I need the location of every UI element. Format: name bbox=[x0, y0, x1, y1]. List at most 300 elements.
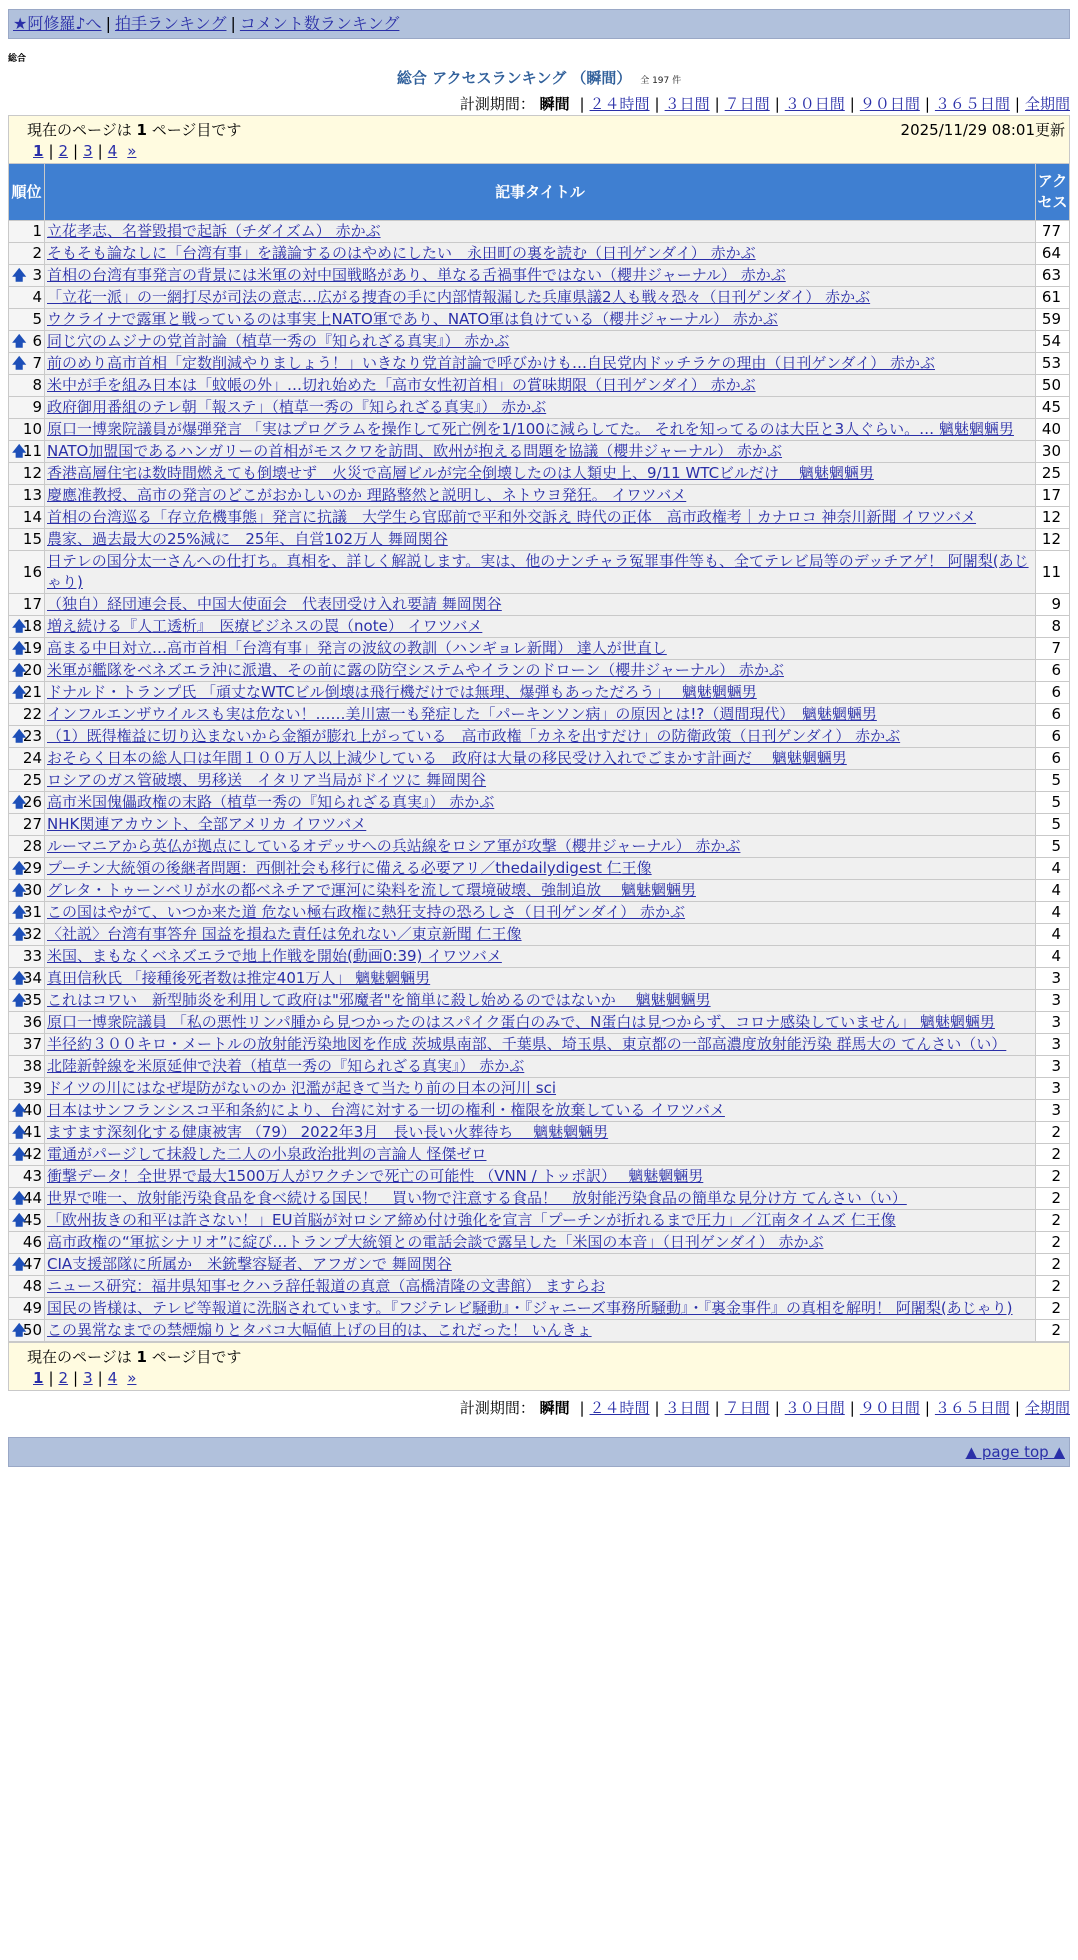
title-cell bbox=[45, 748, 1036, 770]
article-link[interactable]: プーチン大統領の後継者問題：西側社会も移行に備える必要アリ／thedailydigest 仁王像 bbox=[47, 859, 652, 877]
page-status-prefix: 現在のページは bbox=[27, 1348, 132, 1366]
rank-cell bbox=[9, 221, 45, 243]
article-link[interactable]: NHK関連アカウント、全部アメリカ イワツバメ bbox=[47, 815, 367, 833]
title-cell bbox=[45, 1034, 1036, 1056]
access-count: 4 bbox=[1036, 858, 1070, 880]
page-separator: | bbox=[97, 1369, 103, 1387]
article-link[interactable]: ロシアのガス管破壊、男移送 イタリア当局がドイツに 舞岡関谷 bbox=[47, 771, 487, 789]
arrow-up-icon: 🡅 bbox=[12, 1190, 27, 1207]
title-cell bbox=[45, 726, 1036, 748]
access-count: 12 bbox=[1036, 529, 1070, 551]
article-link[interactable]: 電通がパージして抹殺した二人の小泉政治批判の言論人 怪傑ゼロ bbox=[47, 1145, 487, 1163]
access-count: 63 bbox=[1036, 265, 1070, 287]
rank-cell bbox=[9, 704, 45, 726]
title-cell bbox=[45, 924, 1036, 946]
rank-number: 29 bbox=[22, 859, 42, 877]
article-link[interactable]: ドナルド・トランプ氏 「頑丈なWTCビル倒壊は飛行機だけでは無理、爆弾もあっただろう」 魑魅魍魎男 bbox=[47, 683, 757, 701]
rank-cell bbox=[9, 770, 45, 792]
table-row bbox=[9, 309, 1070, 331]
table-row bbox=[9, 880, 1070, 902]
title-cell bbox=[45, 1056, 1036, 1078]
article-link[interactable]: 香港高層住宅は数時間燃えても倒壊せず 火災で高層ビルが完全倒壊したのは人類史上、9/11 WTCビルだけ 魑魅魍魎男 bbox=[47, 464, 874, 482]
rank-cell bbox=[9, 1166, 45, 1188]
next-page-link[interactable]: » bbox=[127, 142, 137, 160]
rank-number: 1 bbox=[32, 222, 42, 240]
rank-cell bbox=[9, 551, 45, 594]
access-count: 5 bbox=[1036, 792, 1070, 814]
article-link[interactable]: 高まる中日対立…高市首相「台湾有事」発言の波紋の教訓（ハンギョレ新聞） 達人が世直し bbox=[47, 639, 667, 657]
article-link[interactable]: 米国、まもなくベネズエラで地上作戦を開始(動画0:39) イワツバメ bbox=[47, 947, 502, 965]
period-link[interactable]: 全期間 bbox=[1024, 95, 1070, 113]
article-link[interactable]: 真田信秋氏 「接種後死者数は推定401万人」 魑魅魍魎男 bbox=[47, 969, 431, 987]
access-count: 54 bbox=[1036, 331, 1070, 353]
table-row bbox=[9, 221, 1070, 243]
rank-number: 17 bbox=[22, 595, 42, 613]
title-cell bbox=[45, 1232, 1036, 1254]
access-count: 2 bbox=[1036, 1122, 1070, 1144]
article-link[interactable]: 半径約３００キロ・メートルの放射能汚染地図を作成 茨城県南部、千葉県、埼玉県、東京都の一部高濃度放射能汚染 群馬大の てんさい（い） bbox=[47, 1035, 1007, 1053]
access-count: 2 bbox=[1036, 1276, 1070, 1298]
title-cell bbox=[45, 1122, 1036, 1144]
title-cell bbox=[45, 309, 1036, 331]
arrow-up-icon: 🡅 bbox=[12, 926, 27, 943]
rank-number: 42 bbox=[22, 1145, 42, 1163]
arrow-up-icon: 🡅 bbox=[12, 684, 27, 701]
article-link[interactable]: 首相の台湾巡る「存立危機事態」発言に抗議 大学生ら官邸前で平和外交訴え 時代の正体 高市政権考｜カナロコ 神奈川新聞 イワツバメ bbox=[47, 508, 977, 526]
rank-number: 28 bbox=[22, 837, 42, 855]
article-link[interactable]: （独自）経団連会長、中国大使面会 代表団受け入れ要請 舞岡関谷 bbox=[47, 595, 502, 613]
rank-number: 38 bbox=[22, 1057, 42, 1075]
access-count: 3 bbox=[1036, 1056, 1070, 1078]
title-cell bbox=[45, 638, 1036, 660]
period-label: 計測期間： bbox=[459, 1399, 535, 1417]
page-link[interactable]: 2 bbox=[58, 142, 69, 160]
pager-top bbox=[8, 115, 1070, 163]
rank-number: 2 bbox=[32, 244, 42, 262]
title-cell bbox=[45, 594, 1036, 616]
access-count: 6 bbox=[1036, 660, 1070, 682]
pager-bottom bbox=[8, 1342, 1070, 1391]
article-link[interactable]: インフルエンザウイルスも実は危ない！……美川憲一も発症した「パーキンソン病」の原因とは!?（週間現代） 魑魅魍魎男 bbox=[47, 705, 877, 723]
arrow-up-icon: 🡅 bbox=[12, 640, 27, 657]
table-row bbox=[9, 1188, 1070, 1210]
access-count: 2 bbox=[1036, 1188, 1070, 1210]
table-row bbox=[9, 353, 1070, 375]
article-link[interactable]: 高市米国傀儡政権の末路（植草一秀の『知られざる真実』） 赤かぶ bbox=[47, 793, 495, 811]
article-link[interactable]: 米軍が艦隊をベネズエラ沖に派遣、その前に露の防空システムやイランのドローン（櫻井ジャーナル） 赤かぶ bbox=[47, 661, 784, 679]
title-cell bbox=[45, 529, 1036, 551]
access-count: 77 bbox=[1036, 221, 1070, 243]
rank-number: 6 bbox=[32, 332, 42, 350]
access-count: 7 bbox=[1036, 638, 1070, 660]
access-count: 53 bbox=[1036, 353, 1070, 375]
title-cell bbox=[45, 1166, 1036, 1188]
period-separator: | bbox=[924, 95, 930, 113]
access-count: 45 bbox=[1036, 397, 1070, 419]
rank-number: 46 bbox=[22, 1233, 42, 1251]
access-count: 4 bbox=[1036, 946, 1070, 968]
rank-cell bbox=[9, 463, 45, 485]
table-row bbox=[9, 1276, 1070, 1298]
page-status-suffix: ページ目です bbox=[151, 1348, 242, 1366]
article-link[interactable]: これはコワい 新型肺炎を利用して政府は"邪魔者"を簡単に殺し始めるのではないか 魑魅魍魎男 bbox=[47, 991, 711, 1009]
article-link[interactable]: NATO加盟国であるハンガリーの首相がモスクワを訪問、欧州が抱える問題を協議（櫻井ジャーナル） 赤かぶ bbox=[47, 442, 783, 460]
title-cell bbox=[45, 419, 1036, 441]
access-count: 25 bbox=[1036, 463, 1070, 485]
next-page-link[interactable]: » bbox=[127, 1369, 137, 1387]
access-count: 3 bbox=[1036, 1012, 1070, 1034]
access-count: 4 bbox=[1036, 902, 1070, 924]
period-link[interactable]: ７日間 bbox=[724, 95, 770, 113]
period-separator: | bbox=[654, 95, 660, 113]
article-link[interactable]: おそらく日本の総人口は年間１００万人以上減少している 政府は大量の移民受け入れでごまかす計画だ 魑魅魍魎男 bbox=[47, 749, 847, 767]
scope-label: 総合 bbox=[8, 54, 27, 64]
period-link[interactable]: ３６５日間 bbox=[934, 95, 1010, 113]
period-link[interactable]: ３０日間 bbox=[784, 1399, 845, 1417]
rank-number: 8 bbox=[32, 376, 42, 394]
rank-number: 10 bbox=[22, 420, 42, 438]
table-row bbox=[9, 1144, 1070, 1166]
rank-number: 25 bbox=[22, 771, 42, 789]
rank-number: 21 bbox=[22, 683, 42, 701]
rank-cell bbox=[9, 1298, 45, 1320]
access-count: 2 bbox=[1036, 1254, 1070, 1276]
table-row bbox=[9, 463, 1070, 485]
period-separator: | bbox=[1014, 1399, 1020, 1417]
page-link-current[interactable]: 1 bbox=[33, 1369, 44, 1387]
article-link[interactable]: 北陸新幹線を米原延伸で決着（植草一秀の『知られざる真実』） 赤かぶ bbox=[47, 1057, 525, 1075]
arrow-up-icon: 🡅 bbox=[12, 794, 27, 811]
page-top-link[interactable]: ▲ page top ▲ bbox=[965, 1443, 1065, 1461]
page-separator: | bbox=[48, 1369, 54, 1387]
table-row bbox=[9, 990, 1070, 1012]
title-cell bbox=[45, 507, 1036, 529]
access-count: 64 bbox=[1036, 243, 1070, 265]
rank-cell bbox=[9, 375, 45, 397]
page-status bbox=[27, 1346, 1051, 1367]
access-count: 12 bbox=[1036, 507, 1070, 529]
article-link[interactable]: 米中が手を組み日本は「蚊帳の外」…切れ始めた「高市女性初首相」の賞味期限（日刊ゲンダイ） 赤かぶ bbox=[47, 376, 756, 394]
table-row bbox=[9, 1056, 1070, 1078]
page-status bbox=[27, 119, 1051, 140]
period-link[interactable]: 全期間 bbox=[1024, 1399, 1070, 1417]
period-separator: | bbox=[774, 95, 780, 113]
pagination bbox=[27, 142, 1051, 160]
rank-number: 34 bbox=[22, 969, 42, 987]
access-count: 3 bbox=[1036, 1034, 1070, 1056]
page-link[interactable]: 4 bbox=[107, 142, 118, 160]
period-separator: | bbox=[849, 1399, 855, 1417]
arrow-up-icon: 🡅 bbox=[12, 882, 27, 899]
article-link[interactable]: この異常なまでの禁煙煽りとタバコ大幅値上げの目的は、これだった！ いんきょ bbox=[47, 1321, 592, 1339]
rank-cell bbox=[9, 507, 45, 529]
title-cell bbox=[45, 331, 1036, 353]
article-link[interactable]: ニュース研究：福井県知事セクハラ辞任報道の真意（高橋清隆の文書館） ますらお bbox=[47, 1277, 606, 1295]
access-count: 11 bbox=[1036, 551, 1070, 594]
rank-cell bbox=[9, 397, 45, 419]
period-link[interactable]: ３６５日間 bbox=[934, 1399, 1010, 1417]
article-link[interactable]: この国はやがて、いつか来た道 危ない極右政権に熱狂支持の恐ろしさ（日刊ゲンダイ） 赤かぶ bbox=[47, 903, 686, 921]
article-link[interactable]: 衝撃データ！全世界で最大1500万人がワクチンで死亡の可能性 （VNN / トッポ訳） 魑魅魍魎男 bbox=[47, 1167, 704, 1185]
table-row bbox=[9, 638, 1070, 660]
period-link[interactable]: ２４時間 bbox=[589, 95, 650, 113]
access-count: 6 bbox=[1036, 726, 1070, 748]
access-count: 2 bbox=[1036, 1298, 1070, 1320]
access-count: 59 bbox=[1036, 309, 1070, 331]
rank-number: 36 bbox=[22, 1013, 42, 1031]
rank-cell bbox=[9, 924, 45, 946]
table-row bbox=[9, 682, 1070, 704]
table-row bbox=[9, 375, 1070, 397]
rank-cell bbox=[9, 1232, 45, 1254]
period-separator: | bbox=[579, 95, 585, 113]
col-access-header: アクセス bbox=[1036, 164, 1070, 221]
arrow-up-icon: 🡅 bbox=[12, 1322, 27, 1339]
title-cell bbox=[45, 814, 1036, 836]
period-link[interactable]: ３日間 bbox=[664, 1399, 710, 1417]
rank-cell bbox=[9, 1078, 45, 1100]
rank-number: 19 bbox=[22, 639, 42, 657]
arrow-up-icon: 🡅 bbox=[12, 1124, 27, 1141]
rank-cell bbox=[9, 287, 45, 309]
arrow-up-icon: 🡅 bbox=[12, 904, 27, 921]
title-cell bbox=[45, 836, 1036, 858]
title-cell bbox=[45, 1144, 1036, 1166]
period-links bbox=[574, 95, 1070, 113]
rank-number: 35 bbox=[22, 991, 42, 1009]
title-cell bbox=[45, 221, 1036, 243]
rank-number: 14 bbox=[22, 508, 42, 526]
access-count: 5 bbox=[1036, 836, 1070, 858]
table-row bbox=[9, 1012, 1070, 1034]
title-cell bbox=[45, 682, 1036, 704]
page-separator: | bbox=[73, 142, 79, 160]
top-nav-bar bbox=[8, 9, 1070, 39]
article-link[interactable]: そもそも論なしに「台湾有事」を議論するのはやめにしたい 永田町の裏を読む（日刊ゲンダイ） 赤かぶ bbox=[47, 244, 756, 262]
table-row bbox=[9, 1298, 1070, 1320]
access-count: 3 bbox=[1036, 1100, 1070, 1122]
title-cell bbox=[45, 375, 1036, 397]
rank-number: 50 bbox=[22, 1321, 42, 1339]
article-link[interactable]: ドイツの川にはなぜ堤防がないのか 氾濫が起きて当たり前の日本の河川 sci bbox=[47, 1079, 557, 1097]
access-count: 5 bbox=[1036, 770, 1070, 792]
total-count: 全 197 件 bbox=[640, 76, 682, 86]
period-link[interactable]: ２４時間 bbox=[589, 1399, 650, 1417]
article-link[interactable]: 増え続ける『人工透析』 医療ビジネスの罠（note） イワツバメ bbox=[47, 617, 483, 635]
table-row bbox=[9, 1078, 1070, 1100]
table-row bbox=[9, 529, 1070, 551]
rank-number: 23 bbox=[22, 727, 42, 745]
rank-cell bbox=[9, 660, 45, 682]
article-link[interactable]: 国民の皆様は、テレビ等報道に洗脳されています。『フジテレビ騒動』・『ジャニーズ事務所騒動』・『裏金事件』の真相を解明！ 阿闍梨(あじゃり) bbox=[47, 1299, 1013, 1317]
page-separator: | bbox=[73, 1369, 79, 1387]
article-link[interactable]: 「立花一派」の一網打尽が司法の意志…広がる捜査の手に内部情報漏した兵庫県議2人も戦々恐々（日刊ゲンダイ） 赤かぶ bbox=[47, 288, 871, 306]
article-link[interactable]: CIA支援部隊に所属か 米銃撃容疑者、アフガンで 舞岡関谷 bbox=[47, 1255, 452, 1273]
title-cell bbox=[45, 243, 1036, 265]
arrow-up-icon: 🡅 bbox=[12, 1102, 27, 1119]
access-count: 3 bbox=[1036, 968, 1070, 990]
rank-number: 11 bbox=[22, 442, 42, 460]
table-header-row bbox=[9, 164, 1070, 221]
table-row bbox=[9, 748, 1070, 770]
rank-cell bbox=[9, 1144, 45, 1166]
article-link[interactable]: ますます深刻化する健康被害 （79） 2022年3月 長い長い火葬待ち 魑魅魍魎男 bbox=[47, 1123, 609, 1141]
rank-cell bbox=[9, 529, 45, 551]
title-cell bbox=[45, 660, 1036, 682]
page-link[interactable]: 2 bbox=[58, 1369, 69, 1387]
period-links bbox=[574, 1399, 1070, 1417]
clap-ranking-link[interactable]: 拍手ランキング bbox=[114, 14, 227, 33]
home-link[interactable]: ★阿修羅♪へ bbox=[13, 14, 102, 33]
period-separator: | bbox=[1014, 95, 1020, 113]
rank-number: 4 bbox=[32, 288, 42, 306]
access-count: 2 bbox=[1036, 1210, 1070, 1232]
arrow-up-icon: 🡅 bbox=[12, 860, 27, 877]
access-count: 4 bbox=[1036, 880, 1070, 902]
table-row bbox=[9, 1232, 1070, 1254]
page-title: 総合 アクセスランキング （瞬間） bbox=[396, 69, 632, 87]
arrow-up-icon: 🡅 bbox=[12, 443, 27, 460]
title-cell bbox=[45, 1078, 1036, 1100]
table-row bbox=[9, 1320, 1070, 1342]
article-link[interactable]: ルーマニアから英仏が拠点にしているオデッサへの兵站線をロシア軍が攻撃（櫻井ジャーナル） 赤かぶ bbox=[47, 837, 741, 855]
article-link[interactable]: 〈社説〉台湾有事答弁 国益を損ねた責任は免れない／東京新聞 仁王像 bbox=[47, 925, 522, 943]
page-link[interactable]: 3 bbox=[83, 142, 93, 160]
title-cell bbox=[45, 616, 1036, 638]
article-link[interactable]: 立花孝志、名誉毀損で起訴（チダイズム） 赤かぶ bbox=[47, 222, 381, 240]
comment-ranking-link[interactable]: コメント数ランキング bbox=[239, 14, 400, 33]
rank-number: 37 bbox=[22, 1035, 42, 1053]
table-row bbox=[9, 792, 1070, 814]
period-link[interactable]: ３０日間 bbox=[784, 95, 845, 113]
table-row bbox=[9, 331, 1070, 353]
title-cell bbox=[45, 1100, 1036, 1122]
rank-cell bbox=[9, 1100, 45, 1122]
rank-cell bbox=[9, 1210, 45, 1232]
title-cell bbox=[45, 792, 1036, 814]
article-link[interactable]: ウクライナで露軍と戦っているのは事実上NATO軍であり、NATO軍は負けている（櫻井ジャーナル） 赤かぶ bbox=[47, 310, 778, 328]
title-cell bbox=[45, 1320, 1036, 1342]
article-link[interactable]: 政府御用番組のテレ朝「報ステ」（植草一秀の『知られざる真実』） 赤かぶ bbox=[47, 398, 547, 416]
title-cell bbox=[45, 287, 1036, 309]
access-count: 17 bbox=[1036, 485, 1070, 507]
rank-cell bbox=[9, 594, 45, 616]
access-count: 3 bbox=[1036, 1078, 1070, 1100]
article-link[interactable]: 首相の台湾有事発言の背景には米軍の対中国戦略があり、単なる舌禍事件ではない（櫻井ジャーナル） 赤かぶ bbox=[47, 266, 786, 284]
table-row bbox=[9, 902, 1070, 924]
page-status-suffix: ページ目です bbox=[151, 121, 242, 139]
article-link[interactable]: 前のめり高市首相「定数削減やりましょう！」いきなり党首討論で呼びかけも…自民党内ドッチラケの理由（日刊ゲンダイ） 赤かぶ bbox=[47, 354, 935, 372]
article-link[interactable]: 原口一博衆院議員 「私の悪性リンパ腫から見つかったのはスパイク蛋白のみで、N蛋白は見つからず、コロナ感染していません」 魑魅魍魎男 bbox=[47, 1013, 995, 1031]
title-cell bbox=[45, 353, 1036, 375]
article-link[interactable]: 日テレの国分太一さんへの仕打ち。真相を、詳しく解説します。実は、他のナンチャラ冤罪事件等も、全てテレビ局等のデッチアゲ！ 阿闍梨(あじゃり) bbox=[47, 552, 1029, 591]
access-count: 61 bbox=[1036, 287, 1070, 309]
article-link[interactable]: 農家、過去最大の25%減に 25年、自営102万人 舞岡関谷 bbox=[47, 530, 448, 548]
article-link[interactable]: グレタ・トゥーンベリが水の都ベネチアで運河に染料を流して環境破壊、強制追放 魑魅魍魎男 bbox=[47, 881, 696, 899]
rank-number: 30 bbox=[22, 881, 42, 899]
article-link[interactable]: 日本はサンフランシスコ平和条約により、台湾に対する一切の権利・権限を放棄している イワツバメ bbox=[47, 1101, 725, 1119]
page-link-current[interactable]: 1 bbox=[33, 142, 44, 160]
table-row bbox=[9, 1254, 1070, 1276]
access-count: 4 bbox=[1036, 924, 1070, 946]
rank-cell bbox=[9, 441, 45, 463]
rank-number: 44 bbox=[22, 1189, 42, 1207]
rank-cell bbox=[9, 265, 45, 287]
table-row bbox=[9, 1210, 1070, 1232]
nav-separator: | bbox=[105, 14, 111, 33]
access-count: 2 bbox=[1036, 1320, 1070, 1342]
article-link[interactable]: 「欧州抜きの和平は許さない！」EU首脳が対ロシア締め付け強化を宣言「プーチンが折れるまで圧力」／江南タイムズ 仁王像 bbox=[47, 1211, 896, 1229]
rank-cell bbox=[9, 1320, 45, 1342]
table-row bbox=[9, 704, 1070, 726]
rank-number: 39 bbox=[22, 1079, 42, 1097]
ranking-body bbox=[9, 221, 1070, 1342]
rank-number: 12 bbox=[22, 464, 42, 482]
page-link[interactable]: 4 bbox=[107, 1369, 118, 1387]
access-count: 2 bbox=[1036, 1232, 1070, 1254]
rank-number: 32 bbox=[22, 925, 42, 943]
article-link[interactable]: 慶應准教授、高市の発言のどこがおかしいのか 理路整然と説明し、ネトウヨ発狂。 イワツバメ bbox=[47, 486, 687, 504]
article-link[interactable]: 同じ穴のムジナの党首討論（植草一秀の『知られざる真実』） 赤かぶ bbox=[47, 332, 510, 350]
rank-cell bbox=[9, 485, 45, 507]
table-row bbox=[9, 968, 1070, 990]
rank-number: 22 bbox=[22, 705, 42, 723]
rank-number: 9 bbox=[32, 398, 42, 416]
title-cell bbox=[45, 1210, 1036, 1232]
rank-cell bbox=[9, 836, 45, 858]
period-link[interactable]: ９０日間 bbox=[859, 1399, 920, 1417]
period-current: 瞬間 bbox=[539, 1399, 570, 1417]
table-row bbox=[9, 616, 1070, 638]
table-row bbox=[9, 814, 1070, 836]
title-cell bbox=[45, 704, 1036, 726]
page-status-prefix: 現在のページは bbox=[27, 121, 132, 139]
page-status-number: 1 bbox=[136, 1348, 147, 1366]
pagination bbox=[27, 1369, 1051, 1387]
period-separator: | bbox=[924, 1399, 930, 1417]
title-cell bbox=[45, 990, 1036, 1012]
article-link[interactable]: 原口一博衆院議員が爆弾発言 「実はプログラムを操作して死亡例を1/100に減らしてた。 それを知ってるのは大臣と3人ぐらい。… 魑魅魍魎男 bbox=[47, 420, 1014, 438]
table-row bbox=[9, 507, 1070, 529]
rank-cell bbox=[9, 331, 45, 353]
article-link[interactable]: 高市政権の“軍拡シナリオ”に綻び…トランプ大統領との電話会談で露呈した「米国の本音」（日刊ゲンダイ） 赤かぶ bbox=[47, 1233, 824, 1251]
rank-cell bbox=[9, 638, 45, 660]
title-cell bbox=[45, 858, 1036, 880]
table-row bbox=[9, 726, 1070, 748]
rank-cell bbox=[9, 902, 45, 924]
rank-number: 27 bbox=[22, 815, 42, 833]
arrow-up-icon: 🡅 bbox=[12, 618, 27, 635]
period-link[interactable]: ９０日間 bbox=[859, 95, 920, 113]
rank-cell bbox=[9, 309, 45, 331]
page-link[interactable]: 3 bbox=[83, 1369, 93, 1387]
article-link[interactable]: （1）既得権益に切り込まないから金額が膨れ上がっている 高市政権「カネを出すだけ」の防衛政策（日刊ゲンダイ） 赤かぶ bbox=[47, 727, 901, 745]
rank-cell bbox=[9, 946, 45, 968]
rank-number: 47 bbox=[22, 1255, 42, 1273]
period-link[interactable]: ７日間 bbox=[724, 1399, 770, 1417]
rank-number: 24 bbox=[22, 749, 42, 767]
article-link[interactable]: 世界で唯一、放射能汚染食品を食べ続ける国民！ 買い物で注意する食品！ 放射能汚染食品の簡単な見分け方 てんさい（い） bbox=[47, 1189, 907, 1207]
arrow-up-icon: 🡅 bbox=[12, 662, 27, 679]
period-link[interactable]: ３日間 bbox=[664, 95, 710, 113]
rank-cell bbox=[9, 1056, 45, 1078]
table-row bbox=[9, 485, 1070, 507]
arrow-up-icon: 🡅 bbox=[12, 728, 27, 745]
access-count: 50 bbox=[1036, 375, 1070, 397]
page-status-number: 1 bbox=[136, 121, 147, 139]
table-row bbox=[9, 1100, 1070, 1122]
arrow-up-icon: 🡅 bbox=[12, 355, 27, 372]
